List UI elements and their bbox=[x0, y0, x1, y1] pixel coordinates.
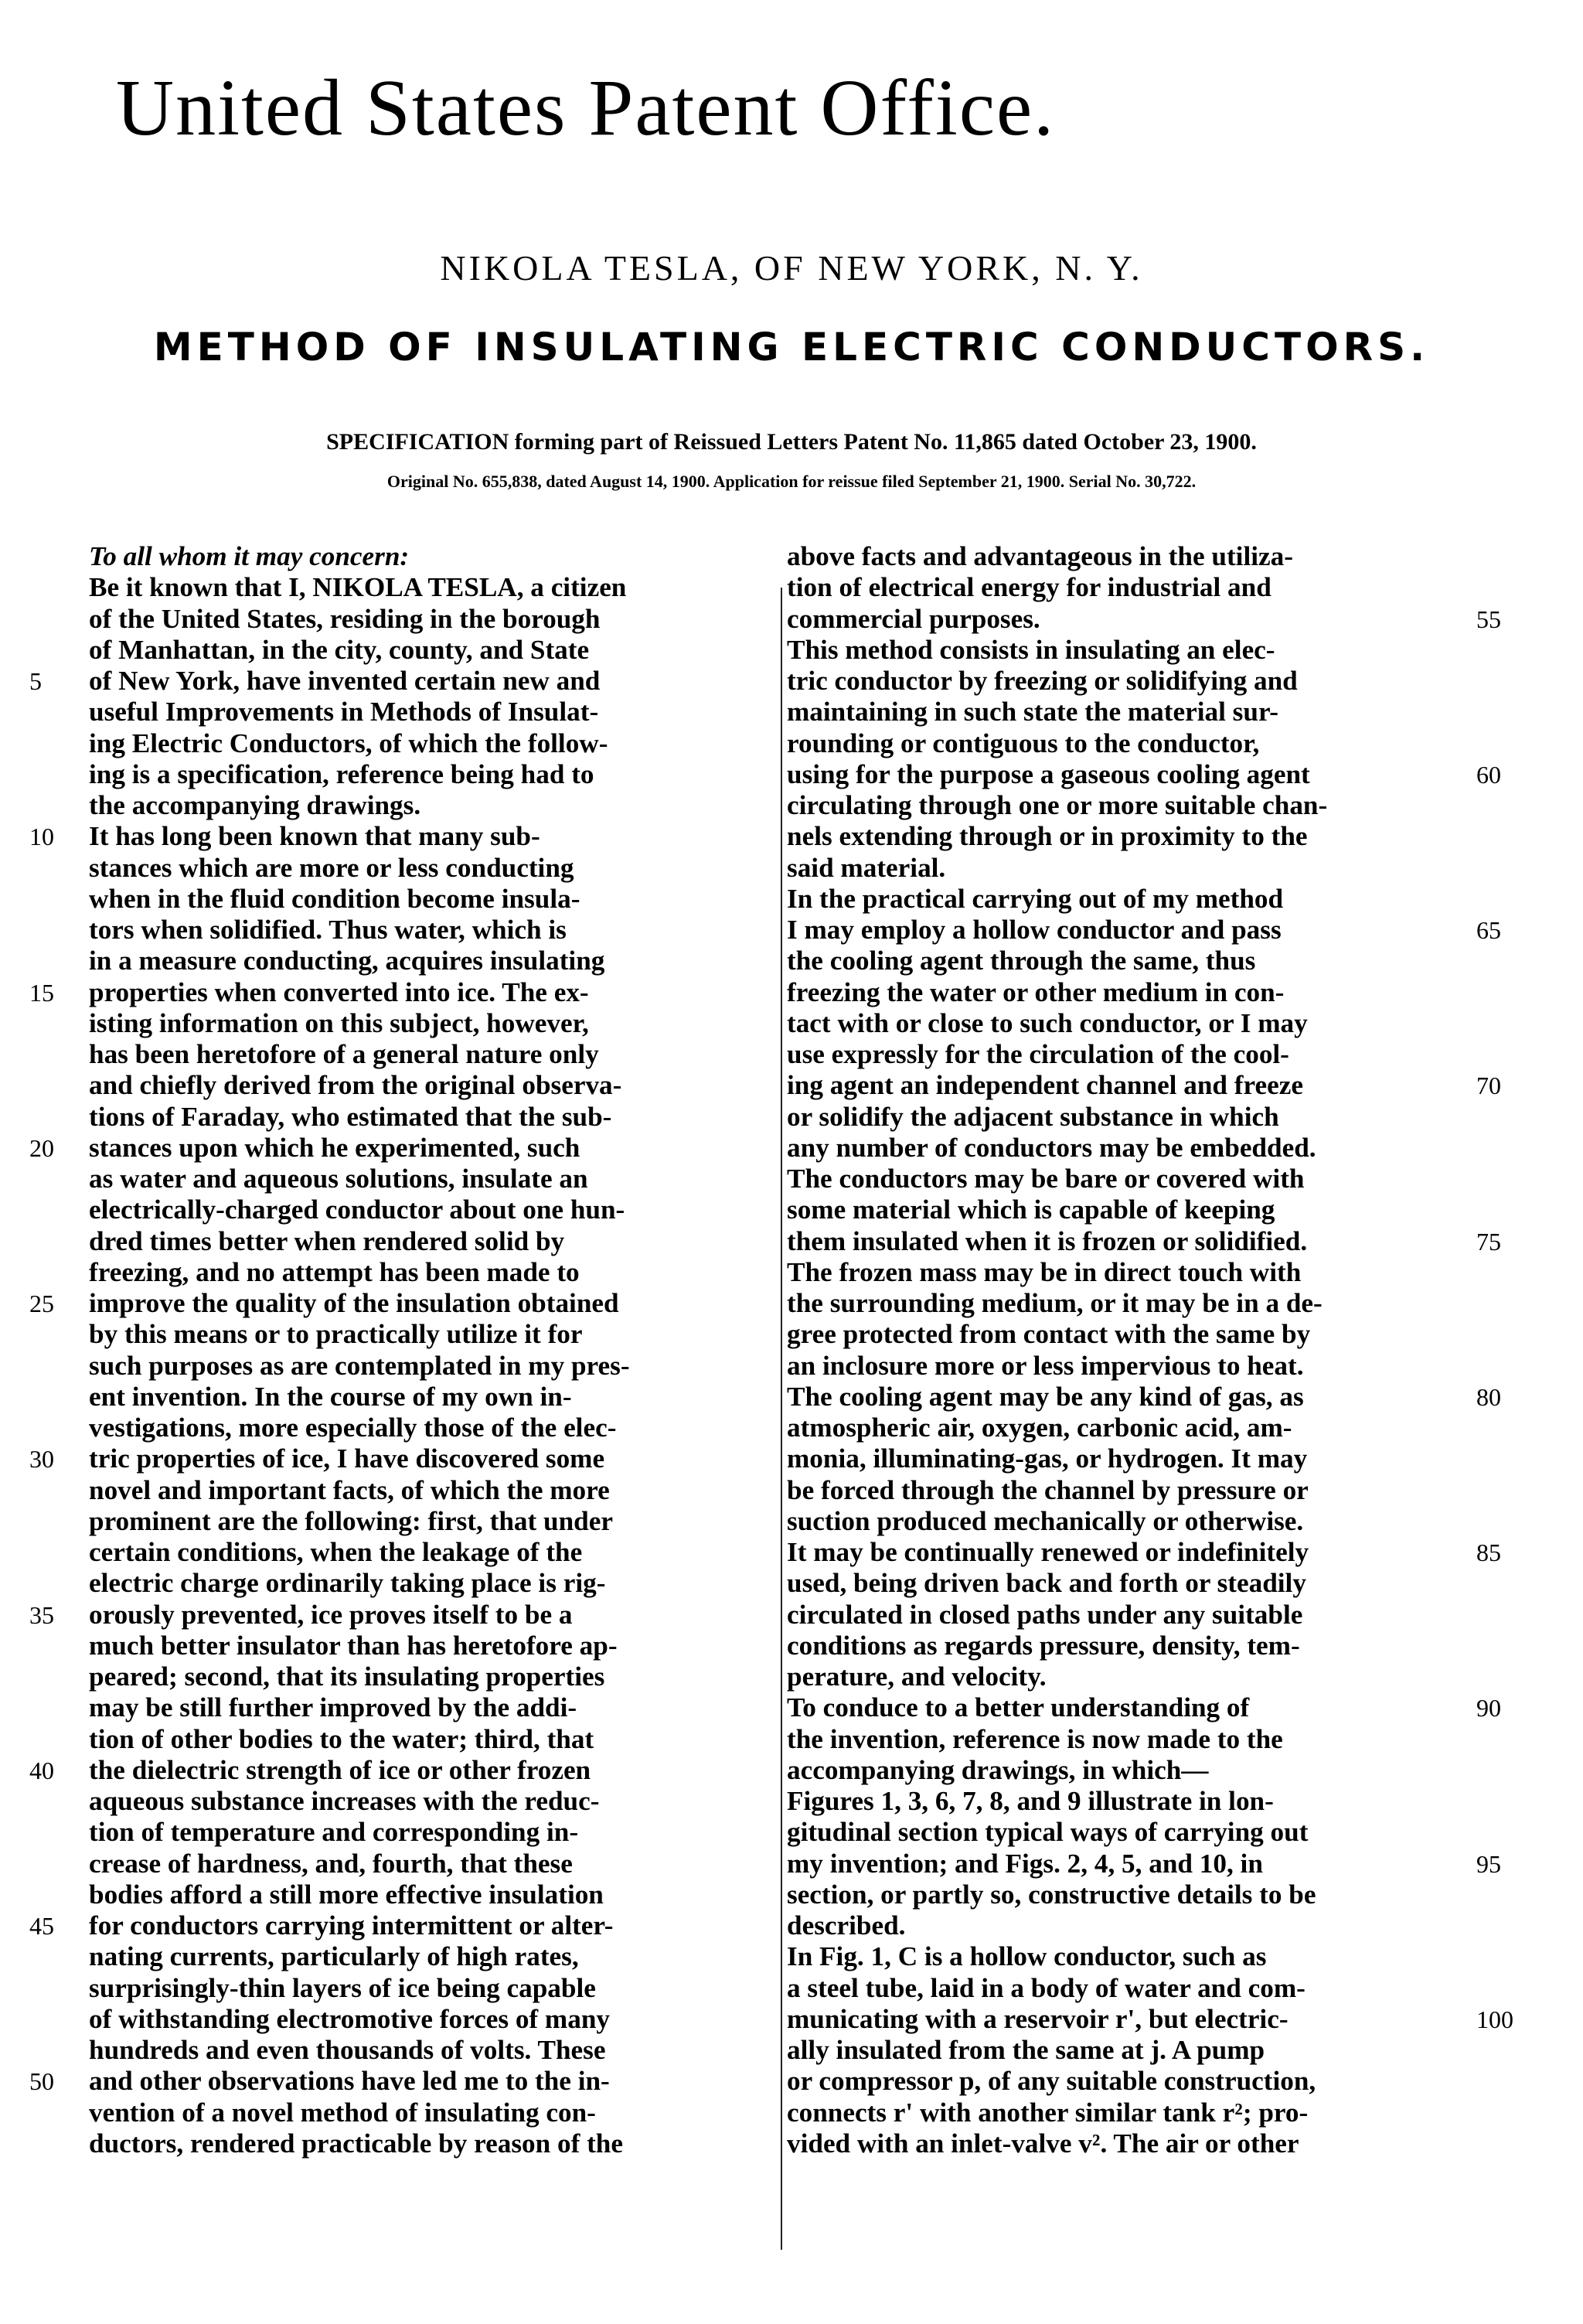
line-text: my invention; and Figs. 2, 4, 5, and 10, in bbox=[787, 1848, 1263, 1879]
text-line bbox=[70, 1849, 781, 1879]
text-line bbox=[70, 2097, 781, 2128]
line-text: described. bbox=[787, 1910, 906, 1941]
line-text: ductors, rendered practicable by reason of the bbox=[89, 2128, 623, 2159]
text-line bbox=[781, 1755, 1476, 1786]
text-line bbox=[781, 1568, 1476, 1599]
text-line bbox=[70, 604, 781, 635]
line-text: To conduce to a better understanding of bbox=[787, 1692, 1250, 1723]
text-line bbox=[70, 635, 781, 666]
text-line bbox=[70, 1257, 781, 1288]
text-line bbox=[781, 884, 1476, 915]
text-line bbox=[781, 1288, 1476, 1319]
text-line bbox=[70, 1102, 781, 1133]
text-line bbox=[70, 541, 781, 572]
text-line bbox=[781, 853, 1476, 884]
text-line bbox=[29, 2066, 781, 2097]
line-text: any number of conductors may be embedded. bbox=[787, 1132, 1316, 1163]
text-line bbox=[781, 1070, 1501, 1101]
text-line bbox=[781, 1910, 1476, 1941]
text-line bbox=[781, 1133, 1476, 1164]
line-text: The frozen mass may be in direct touch with bbox=[787, 1256, 1302, 1287]
text-line bbox=[70, 1164, 781, 1194]
text-line bbox=[781, 1257, 1476, 1288]
line-text: To all whom it may concern: bbox=[89, 541, 410, 571]
line-text: vestigations, more especially those of the elec- bbox=[89, 1412, 617, 1443]
text-line bbox=[70, 946, 781, 976]
line-text: conditions as regards pressure, density, tem- bbox=[787, 1630, 1300, 1661]
line-number: 60 bbox=[1476, 760, 1501, 789]
text-line bbox=[70, 697, 781, 728]
original-application-line: Original No. 655,838, dated August 14, 1900. Application for reissue filed September 21, 1900. Serial No. 30,722. bbox=[386, 472, 1197, 491]
line-number: 30 bbox=[29, 1445, 54, 1474]
text-line bbox=[70, 1039, 781, 1070]
text-line bbox=[70, 1351, 781, 1382]
text-line bbox=[70, 884, 781, 915]
line-text: Be it known that I, NIKOLA TESLA, a citizen bbox=[89, 572, 627, 603]
line-number: 10 bbox=[29, 823, 54, 851]
line-text: used, being driven back and forth or steadily bbox=[787, 1568, 1306, 1599]
text-line bbox=[781, 821, 1476, 852]
text-line bbox=[781, 1225, 1501, 1257]
line-text: This method consists in insulating an elec- bbox=[787, 634, 1275, 665]
text-line bbox=[781, 1351, 1476, 1382]
text-line bbox=[781, 758, 1501, 790]
line-text: tric properties of ice, I have discovered some bbox=[89, 1443, 605, 1474]
line-text: them insulated when it is frozen or solidified. bbox=[787, 1225, 1308, 1256]
line-text: properties when converted into ice. The ex- bbox=[89, 976, 589, 1007]
line-number: 35 bbox=[29, 1600, 54, 1629]
text-line bbox=[781, 1786, 1476, 1817]
text-line bbox=[70, 1475, 781, 1506]
line-text: It has long been known that many sub- bbox=[89, 821, 540, 852]
line-text: peared; second, that its insulating properties bbox=[89, 1661, 605, 1692]
line-text: of Manhattan, in the city, county, and State bbox=[89, 634, 590, 665]
line-number: 95 bbox=[1476, 1849, 1501, 1878]
text-line bbox=[781, 635, 1476, 666]
text-line bbox=[29, 1443, 781, 1474]
left-text-column bbox=[29, 541, 781, 2159]
line-text: atmospheric air, oxygen, carbonic acid, am- bbox=[787, 1412, 1292, 1443]
text-line bbox=[781, 1817, 1476, 1848]
text-line bbox=[781, 1941, 1476, 1972]
text-line bbox=[70, 1194, 781, 1225]
line-text: nels extending through or in proximity to the bbox=[787, 821, 1308, 852]
line-text: vided with an inlet-valve v². The air or other bbox=[787, 2128, 1299, 2159]
line-text: electric charge ordinarily taking place is rig- bbox=[89, 1568, 606, 1599]
line-text: electrically-charged conductor about one hun- bbox=[89, 1194, 625, 1225]
line-text: crease of hardness, and, fourth, that these bbox=[89, 1848, 573, 1879]
line-text: aqueous substance increases with the reduc- bbox=[89, 1786, 600, 1816]
line-text: tors when solidified. Thus water, which is bbox=[89, 915, 567, 945]
line-text: hundreds and even thousands of volts. These bbox=[89, 2035, 606, 2065]
text-line bbox=[70, 790, 781, 821]
text-line bbox=[781, 1848, 1501, 1879]
line-text: ing agent an independent channel and freeze bbox=[787, 1070, 1303, 1101]
text-line bbox=[781, 1164, 1476, 1194]
text-line bbox=[70, 759, 781, 790]
text-line bbox=[781, 1537, 1501, 1568]
line-text: suction produced mechanically or otherwise. bbox=[787, 1505, 1304, 1536]
text-line bbox=[70, 1412, 781, 1443]
line-text: nating currents, particularly of high rates, bbox=[89, 1941, 579, 1972]
line-text: tion of temperature and corresponding in- bbox=[89, 1817, 579, 1848]
text-line bbox=[781, 1194, 1476, 1225]
line-text: vention of a novel method of insulating con- bbox=[89, 2097, 596, 2128]
text-line bbox=[781, 1381, 1501, 1412]
line-text: It may be continually renewed or indefinitely bbox=[787, 1537, 1309, 1567]
line-text: orously prevented, ice proves itself to be a bbox=[89, 1599, 573, 1630]
line-text: said material. bbox=[787, 852, 946, 883]
text-line bbox=[29, 1754, 781, 1786]
text-line bbox=[29, 666, 781, 697]
text-line bbox=[70, 1879, 781, 1910]
text-line bbox=[70, 853, 781, 884]
text-line bbox=[70, 1817, 781, 1848]
line-text: certain conditions, when the leakage of the bbox=[89, 1537, 583, 1567]
line-text: accompanying drawings, in which— bbox=[787, 1754, 1209, 1785]
line-text: and other observations have led me to the in- bbox=[89, 2066, 610, 2097]
line-text: tric conductor by freezing or solidifying and bbox=[787, 666, 1298, 696]
line-text: surprisingly-thin layers of ice being capable bbox=[89, 1972, 596, 2003]
line-text: or compressor p, of any suitable construction, bbox=[787, 2066, 1316, 2097]
line-text: may be still further improved by the addi- bbox=[89, 1692, 577, 1723]
text-line bbox=[70, 1382, 781, 1412]
text-line bbox=[70, 1941, 781, 1972]
text-line bbox=[781, 2128, 1476, 2159]
line-text: freezing, and no attempt has been made to bbox=[89, 1256, 580, 1287]
line-text: freezing the water or other medium in con- bbox=[787, 976, 1285, 1007]
text-line bbox=[29, 976, 781, 1008]
text-line bbox=[70, 915, 781, 946]
text-line bbox=[70, 1506, 781, 1537]
line-number: 20 bbox=[29, 1133, 54, 1162]
line-text: I may employ a hollow conductor and pass bbox=[787, 915, 1282, 945]
text-line bbox=[70, 1786, 781, 1817]
text-line bbox=[70, 1973, 781, 2004]
line-text: use expressly for the circulation of the cool- bbox=[787, 1039, 1289, 1069]
text-line bbox=[70, 2004, 781, 2035]
line-text: the invention, reference is now made to the bbox=[787, 1723, 1283, 1754]
text-line bbox=[781, 2003, 1513, 2035]
line-text: such purposes as are contemplated in my pres- bbox=[89, 1350, 630, 1381]
line-text: be forced through the channel by pressure or bbox=[787, 1474, 1309, 1505]
line-number: 55 bbox=[1476, 605, 1501, 633]
line-text: maintaining in such state the material sur- bbox=[787, 697, 1278, 728]
text-line bbox=[70, 2128, 781, 2159]
specification-line: SPECIFICATION forming part of Reissued Letters Patent No. 11,865 dated October 23, 1900. bbox=[326, 429, 1257, 455]
line-number: 25 bbox=[29, 1290, 54, 1317]
line-number: 65 bbox=[1476, 916, 1501, 944]
inventor-line: NIKOLA TESLA, OF NEW YORK, N. Y. bbox=[440, 248, 1143, 288]
line-text: an inclosure more or less impervious to heat. bbox=[787, 1350, 1304, 1381]
text-line bbox=[781, 1631, 1476, 1661]
line-text: when in the fluid condition become insula- bbox=[89, 883, 580, 914]
line-text: ent invention. In the course of my own in- bbox=[89, 1381, 572, 1412]
text-line bbox=[29, 1132, 781, 1164]
line-text: the accompanying drawings. bbox=[89, 790, 421, 820]
text-line bbox=[781, 2097, 1476, 2128]
text-line bbox=[781, 977, 1476, 1008]
line-text: monia, illuminating-gas, or hydrogen. It may bbox=[787, 1443, 1308, 1474]
text-line bbox=[70, 1631, 781, 1661]
text-line bbox=[70, 1661, 781, 1692]
line-text: connects r' with another similar tank r²; pro- bbox=[787, 2097, 1309, 2128]
text-line bbox=[70, 1319, 781, 1350]
text-line bbox=[29, 821, 781, 852]
line-text: tion of other bodies to the water; third, that bbox=[89, 1723, 594, 1754]
line-text: some material which is capable of keeping bbox=[787, 1194, 1275, 1225]
line-text: stances upon which he experimented, such bbox=[89, 1132, 580, 1163]
line-text: The cooling agent may be any kind of gas, as bbox=[787, 1381, 1304, 1412]
text-line bbox=[781, 946, 1476, 976]
line-text: as water and aqueous solutions, insulate an bbox=[89, 1164, 588, 1194]
line-text: novel and important facts, of which the more bbox=[89, 1474, 610, 1505]
text-line bbox=[781, 666, 1476, 697]
line-number: 100 bbox=[1476, 2005, 1513, 2033]
line-text: and chiefly derived from the original observa- bbox=[89, 1070, 622, 1101]
line-text: has been heretofore of a general nature only bbox=[89, 1039, 599, 1069]
text-line bbox=[70, 1008, 781, 1039]
line-number: 50 bbox=[29, 2067, 54, 2096]
line-text: gree protected from contact with the same by bbox=[787, 1319, 1311, 1350]
invention-title: METHOD OF INSULATING ELECTRIC CONDUCTORS. bbox=[153, 325, 1430, 370]
line-number: 80 bbox=[1476, 1382, 1501, 1411]
line-text: dred times better when rendered solid by bbox=[89, 1225, 565, 1256]
line-number: 90 bbox=[1476, 1694, 1501, 1723]
text-line bbox=[781, 1008, 1476, 1039]
text-line bbox=[29, 1288, 781, 1319]
line-text: tact with or close to such conductor, or I may bbox=[787, 1007, 1308, 1038]
line-number: 5 bbox=[29, 667, 42, 695]
line-text: a steel tube, laid in a body of water and com- bbox=[787, 1972, 1306, 2003]
line-text: much better insulator than has heretofore ap- bbox=[89, 1630, 618, 1661]
text-line bbox=[781, 1724, 1476, 1755]
text-line bbox=[781, 697, 1476, 728]
line-text: section, or partly so, constructive details to be bbox=[787, 1879, 1316, 1910]
line-text: tions of Faraday, who estimated that the sub- bbox=[89, 1101, 612, 1132]
text-line bbox=[70, 1568, 781, 1599]
text-line bbox=[70, 1070, 781, 1101]
text-line bbox=[781, 1506, 1476, 1537]
text-line bbox=[781, 2066, 1476, 2097]
line-text: the surrounding medium, or it may be in a de- bbox=[787, 1288, 1323, 1318]
line-text: in a measure conducting, acquires insulating bbox=[89, 946, 605, 976]
text-line bbox=[70, 1537, 781, 1568]
text-line bbox=[70, 1692, 781, 1723]
text-line bbox=[70, 572, 781, 603]
text-line bbox=[781, 2035, 1476, 2066]
line-text: rounding or contiguous to the conductor, bbox=[787, 728, 1260, 758]
text-line bbox=[781, 1475, 1476, 1506]
line-text: circulating through one or more suitable chan- bbox=[787, 790, 1328, 820]
text-line bbox=[781, 1319, 1476, 1350]
text-line bbox=[781, 1879, 1476, 1910]
line-text: stances which are more or less conducting bbox=[89, 852, 574, 883]
line-text: perature, and velocity. bbox=[787, 1661, 1047, 1692]
line-text: of the United States, residing in the borough bbox=[89, 603, 601, 634]
line-number: 40 bbox=[29, 1756, 54, 1784]
right-text-column bbox=[781, 541, 1513, 2159]
line-text: circulated in closed paths under any suitable bbox=[787, 1599, 1303, 1630]
text-line bbox=[781, 1443, 1476, 1474]
text-line bbox=[781, 1692, 1501, 1723]
line-text: municating with a reservoir r', but electric- bbox=[787, 2003, 1289, 2034]
line-number: 15 bbox=[29, 978, 54, 1007]
line-text: In Fig. 1, C is a hollow conductor, such as bbox=[787, 1941, 1267, 1972]
line-text: using for the purpose a gaseous cooling agent bbox=[787, 758, 1310, 789]
text-line bbox=[781, 541, 1476, 572]
line-text: for conductors carrying intermittent or alter- bbox=[89, 1910, 614, 1941]
line-text: improve the quality of the insulation obtained bbox=[89, 1288, 619, 1318]
line-text: commercial purposes. bbox=[787, 603, 1040, 634]
text-line bbox=[70, 2035, 781, 2066]
line-text: The conductors may be bare or covered with bbox=[787, 1164, 1305, 1194]
line-text: useful Improvements in Methods of Insulat- bbox=[89, 697, 599, 728]
line-text: ing is a specification, reference being had to bbox=[89, 758, 594, 789]
text-line bbox=[781, 1600, 1476, 1631]
text-line bbox=[781, 790, 1476, 821]
text-line bbox=[781, 1102, 1476, 1133]
text-line bbox=[781, 603, 1501, 635]
line-text: tion of electrical energy for industrial and bbox=[787, 572, 1272, 603]
text-line bbox=[70, 1724, 781, 1755]
text-line bbox=[781, 728, 1476, 759]
line-text: ally insulated from the same at j. A pump bbox=[787, 2035, 1265, 2065]
line-text: the dielectric strength of ice or other frozen bbox=[89, 1754, 591, 1785]
text-line bbox=[29, 1910, 781, 1941]
line-text: prominent are the following: first, that under bbox=[89, 1505, 613, 1536]
text-line bbox=[781, 1412, 1476, 1443]
text-line bbox=[781, 1973, 1476, 2004]
line-text: above facts and advantageous in the utiliza- bbox=[787, 541, 1293, 571]
line-text: by this means or to practically utilize it for bbox=[89, 1319, 583, 1350]
text-line bbox=[70, 1226, 781, 1257]
line-text: the cooling agent through the same, thus bbox=[787, 946, 1256, 976]
text-line bbox=[781, 915, 1501, 946]
line-text: bodies afford a still more effective insulation bbox=[89, 1879, 604, 1910]
line-text: In the practical carrying out of my method bbox=[787, 883, 1284, 914]
line-number: 85 bbox=[1476, 1539, 1501, 1566]
text-line bbox=[781, 1661, 1476, 1692]
text-line bbox=[70, 728, 781, 759]
text-line bbox=[781, 572, 1476, 603]
line-text: of withstanding electromotive forces of many bbox=[89, 2003, 610, 2034]
line-text: Figures 1, 3, 6, 7, 8, and 9 illustrate in lon- bbox=[787, 1786, 1274, 1816]
text-line bbox=[29, 1599, 781, 1631]
line-text: ing Electric Conductors, of which the follow- bbox=[89, 728, 608, 758]
text-line bbox=[781, 1039, 1476, 1070]
line-text: or solidify the adjacent substance in which bbox=[787, 1101, 1279, 1132]
line-text: isting information on this subject, however, bbox=[89, 1007, 589, 1038]
line-number: 45 bbox=[29, 1912, 54, 1940]
line-text: of New York, have invented certain new and bbox=[89, 666, 601, 696]
line-number: 70 bbox=[1476, 1072, 1501, 1100]
line-number: 75 bbox=[1476, 1227, 1501, 1256]
line-text: gitudinal section typical ways of carrying out bbox=[787, 1817, 1309, 1848]
office-title: United States Patent Office. bbox=[116, 63, 1056, 152]
